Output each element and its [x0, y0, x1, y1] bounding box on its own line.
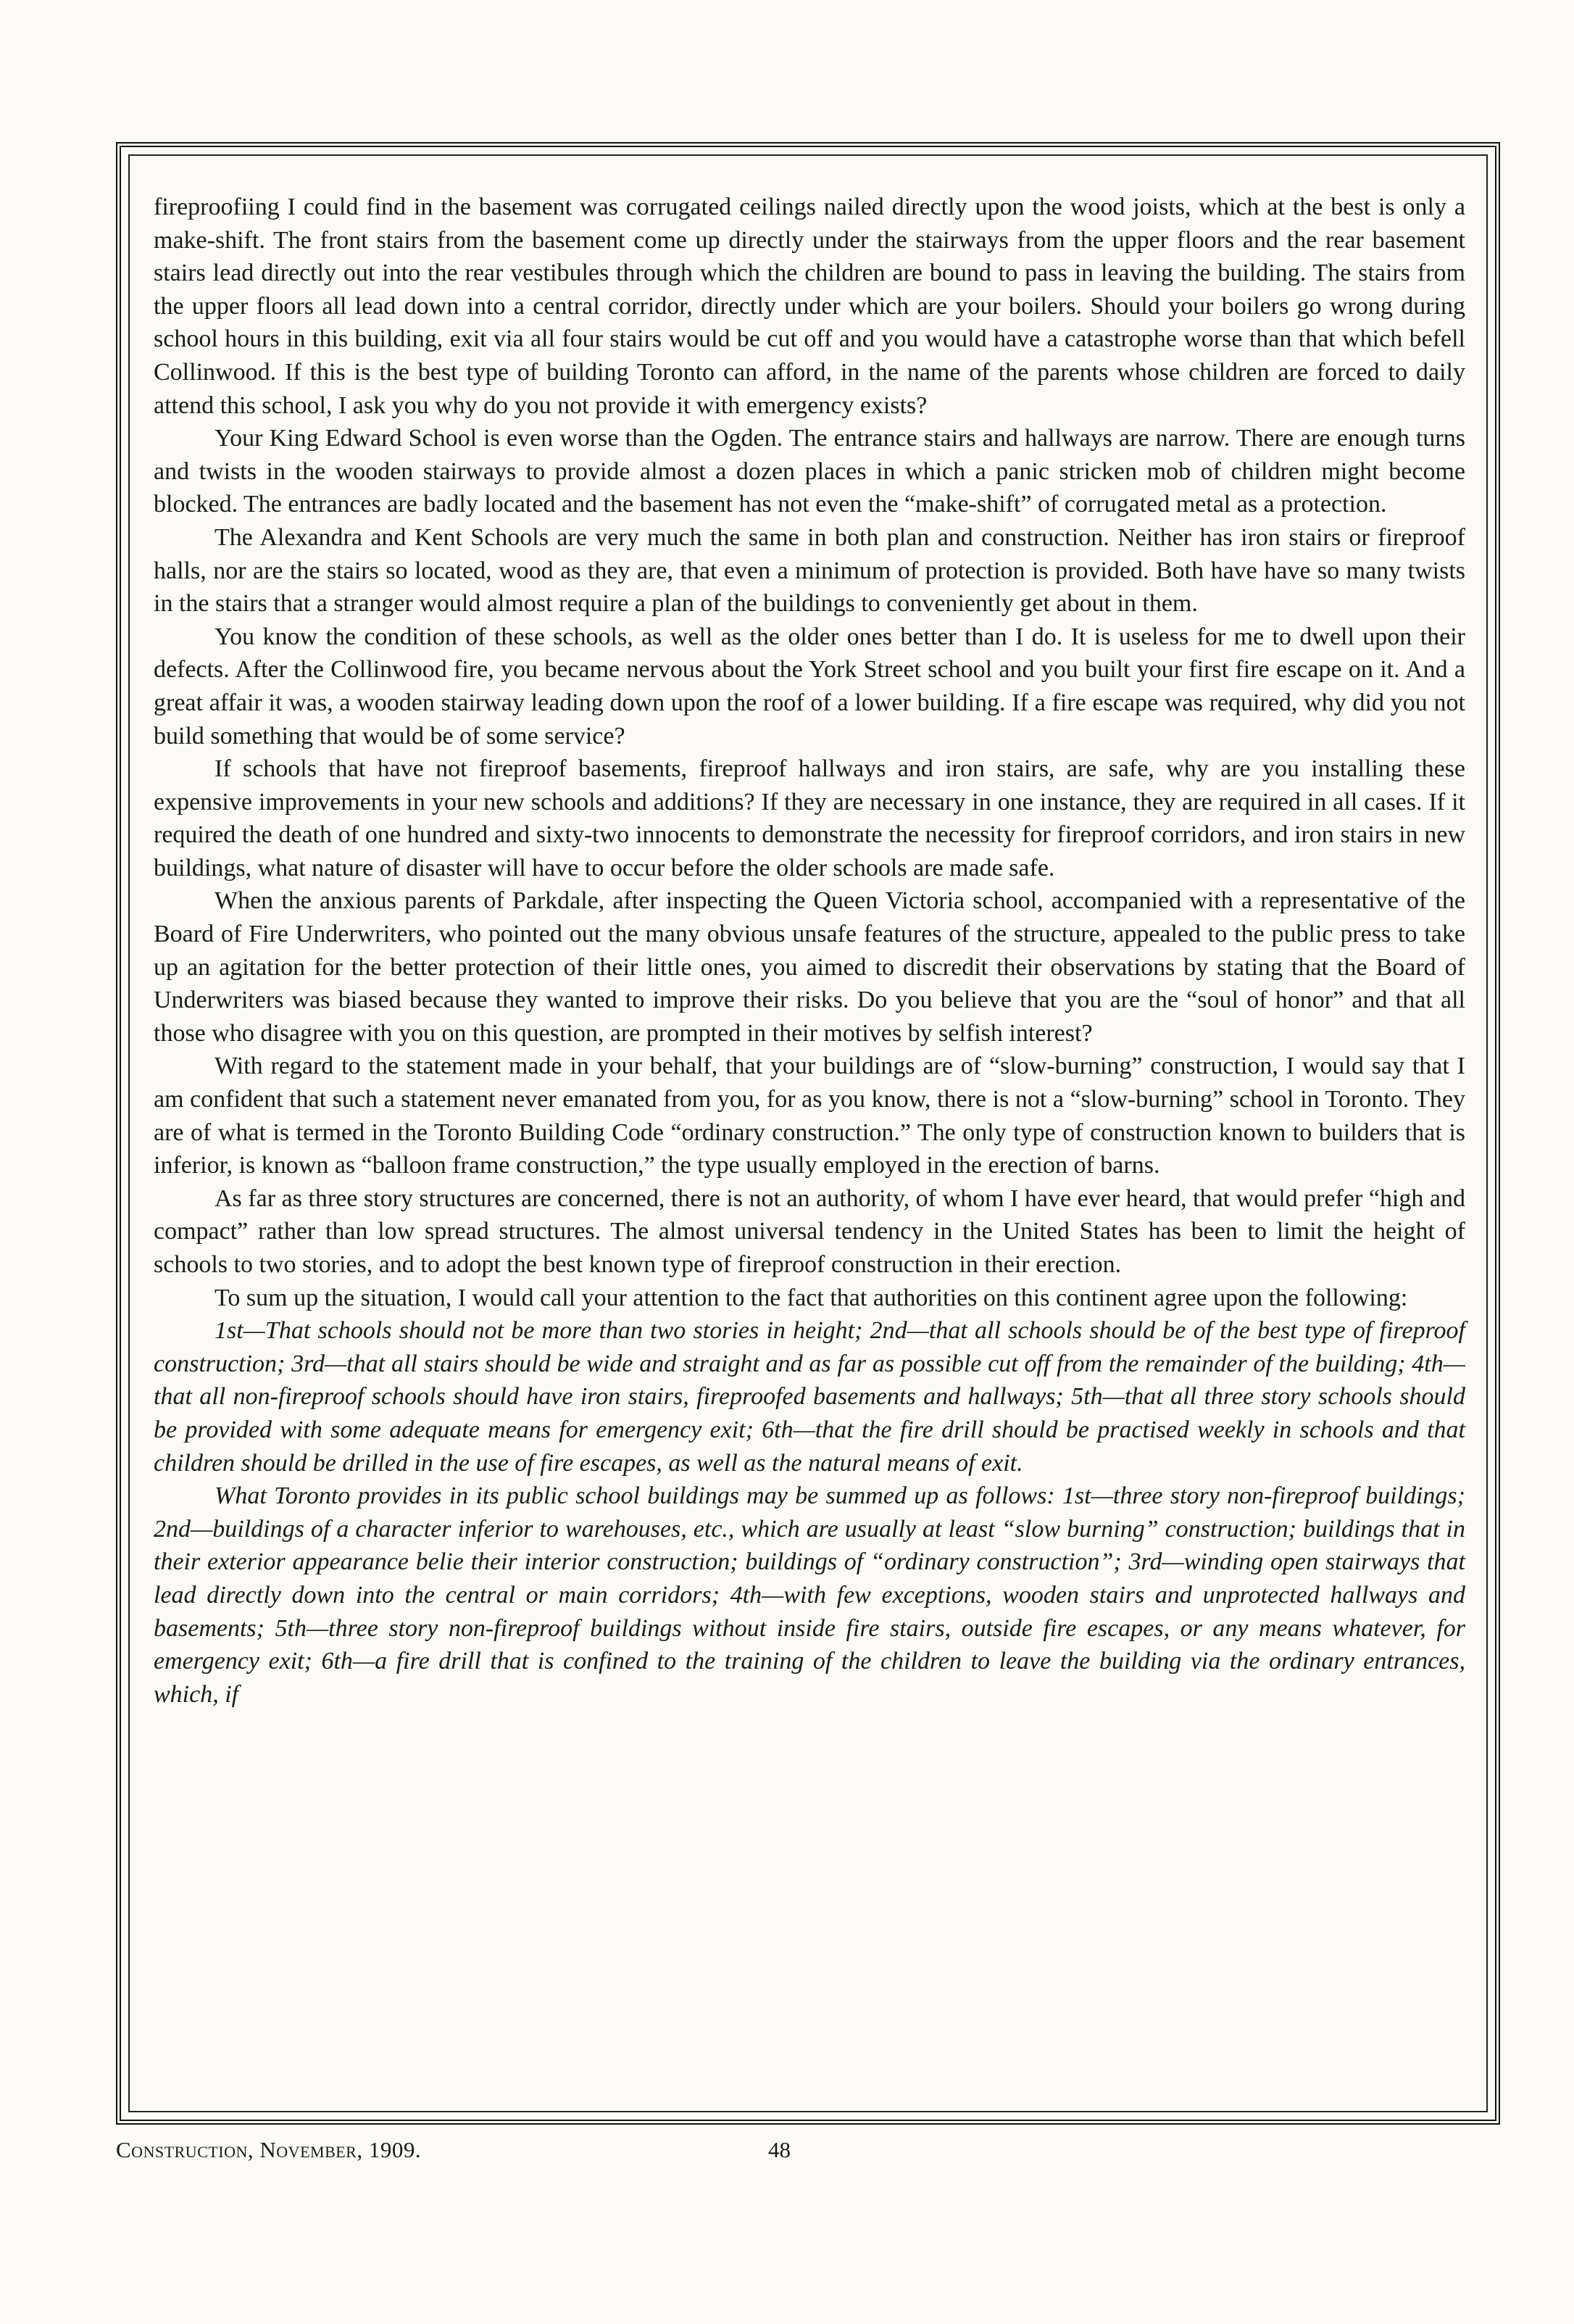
paragraph-parkdale: When the anxious parents of Parkdale, after inspecting the Queen Victoria school, accompanied with a representative of the Board of Fire Underwriters, who pointed out the many obvious unsafe features of the structure, appealed to the public press to take up an agitation for the better protection of their little ones, you aimed to discredit their observations by stating that the Board of Underwriters was biased because they wanted to improve their risks. Do you believe that you are the “soul of honor” and that all those who disagree with you on this question, are prompted in their motives by selfish interest?: [154, 887, 1465, 1047]
paragraph-fireproof-question: If schools that have not fireproof basements, fireproof hallways and iron stairs, are safe, why are you installing these expensive improvements in your new schools and additions? If they are necessary in one instance, they are required in all cases. If it required the death of one hundred and sixty-two innocents to demonstrate the necessity for fireproof corridors, and iron stairs in new buildings, what nature of disaster will have to occur before the older schools are made safe.: [154, 755, 1465, 881]
paragraph-slow-burning: With regard to the statement made in your behalf, that your buildings are of “slow-burning” construction, I would say that I am confident that such a statement never emanated from you, for as you know, there is not a “slow-burning” school in Toronto. They are of what is termed in the Toronto Building Code “ordinary construction.” The only type of construction known to builders that is inferior, is known as “balloon frame construction,” the type usually employed in the erection of barns.: [154, 1053, 1465, 1179]
paragraph-king-edward: Your King Edward School is even worse than the Ogden. The entrance stairs and hallways are narrow. There are enough turns and twists in the wooden stairways to provide almost a dozen places in which a panic stricken mob of children might become blocked. The entrances are badly located and the basement has not even the “make-shift” of corrugated metal as a protection.: [154, 425, 1465, 518]
publication-footer: Construction, November, 1909.: [116, 2137, 422, 2162]
paragraph-three-story: As far as three story structures are concerned, there is not an authority, of whom I have ever heard, that would prefer “high and compact” rather than low spread structures. The almost universal tendency in the United States has been to limit the height of schools to two stories, and to adopt the best known type of fireproof construction in their erection.: [154, 1184, 1465, 1278]
paragraph-toronto-provides: What Toronto provides in its public school buildings may be summed up as follows: 1st—three story non-fireproof buildings; 2nd—buildings of a character inferior to warehouses, etc., which are usually at least “slow burning” construction; buildings that in their exterior appearance belie their interior construction; buildings of “ordinary construction”; 3rd—winding open stairways that lead directly down into the central or main corridors; 4th—with few exceptions, wooden stairs and unprotected hallways and basements; 5th—three story non-fireproof buildings without inside fire stairs, outside fire escapes, or any means whatever, for emergency exit; 6th—a fire drill that is confined to the training of the children to leave the building via the ordinary entrances, which, if: [154, 1482, 1465, 1708]
paragraph-basement: fireproofiing I could find in the basement was corrugated ceilings nailed directly upon the wood joists, which at the best is only a make-shift. The front stairs from the basement come up directly under the stairways from the upper floors and the rear basement stairs lead directly out into the rear vestibules through which the children are bound to pass in leaving the building. The stairs from the upper floors all lead down into a central corridor, directly under which are your boilers. Should your boilers go wrong during school hours in this building, exit via all four stairs would be cut off and you would have a catastrophe worse than that which befell Collinwood. If this is the best type of building Toronto can afford, in the name of the parents whose children are forced to daily attend this school, I ask you why do you not provide it with emergency exists?: [154, 194, 1465, 419]
paragraph-summary-intro: To sum up the situation, I would call your attention to the fact that authorities on this continent agree upon the following:: [215, 1284, 1408, 1311]
paragraph-authorities-list: 1st—That schools should not be more than two stories in height; 2nd—that all schools should be of the best type of fireproof construction; 3rd—that all stairs should be wide and straight and as far as possible cut off from the remainder of the building; 4th—that all non-fireproof schools should have iron stairs, fireproofed basements and hallways; 5th—that all three story schools should be provided with some adequate means for emergency exit; 6th—that the fire drill should be practised weekly in schools and that children should be drilled in the use of fire escapes, as well as the natural means of exit.: [154, 1317, 1465, 1477]
page-number: 48: [768, 2137, 791, 2162]
paragraph-york-street: You know the condition of these schools, as well as the older ones better than I do. It is useless for me to dwell upon their defects. After the Collinwood fire, you became nervous about the York Street school and you built your first fire escape on it. And a great affair it was, a wooden stairway leading down upon the roof of a lower building. If a fire escape was required, why did you not build something that would be of some service?: [154, 623, 1465, 750]
article-body: [154, 191, 1465, 1711]
paragraph-alexandra-kent: The Alexandra and Kent Schools are very much the same in both plan and construction. Neither has iron stairs or fireproof halls, nor are the stairs so located, wood as they are, that even a minimum of protection is provided. Both have have so many twists in the stairs that a stranger would almost require a plan of the buildings to conveniently get about in them.: [154, 523, 1465, 618]
